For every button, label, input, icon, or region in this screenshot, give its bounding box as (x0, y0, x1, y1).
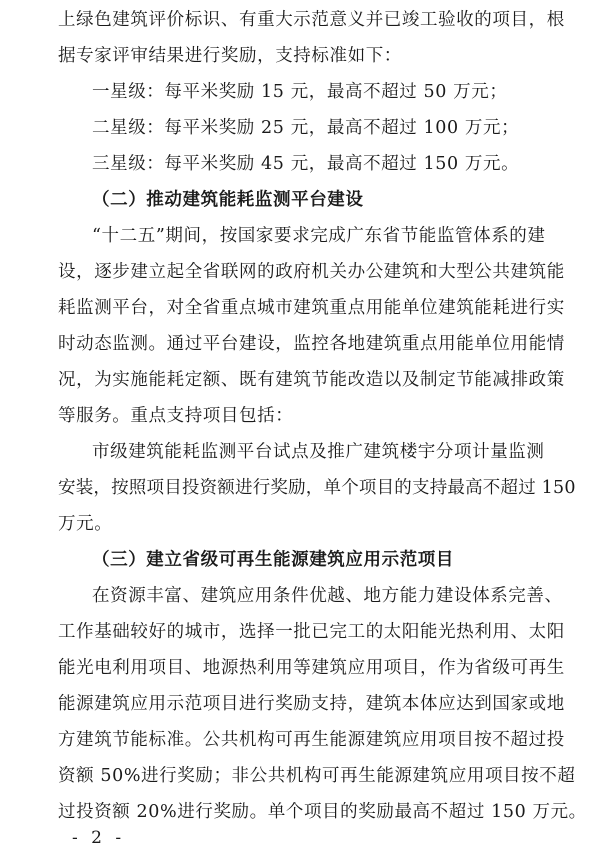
text-line: 过投资额 20%进行奖励。单个项目的奖励最高不超过 150 万元。 (58, 802, 587, 822)
text-line: 市级建筑能耗监测平台试点及推广建筑楼宇分项计量监测 (92, 442, 545, 462)
text-line: 在资源丰富、建筑应用条件优越、地方能力建设体系完善、 (92, 586, 563, 606)
text-line: 二星级：每平米奖励 25 元，最高不超过 100 万元； (92, 118, 520, 138)
text-line: “十二五”期间，按国家要求完成广东省节能监管体系的建 (92, 226, 546, 246)
text-line: 三星级：每平米奖励 45 元，最高不超过 150 万元。 (92, 154, 520, 174)
text-line: 能光电利用项目、地源热利用等建筑应用项目，作为省级可再生 (58, 658, 565, 678)
text-line: 据专家评审结果进行奖励，支持标准如下： (58, 46, 402, 66)
section-heading: （二）推动建筑能耗监测平台建设 (92, 190, 364, 210)
text-line: 方建筑节能标准。公共机构可再生能源建筑应用项目按不超过投 (58, 730, 565, 750)
text-line: 一星级：每平米奖励 15 元，最高不超过 50 万元； (92, 82, 508, 102)
text-line: 能源建筑应用示范项目进行奖励支持，建筑本体应达到国家或地 (58, 694, 565, 714)
text-line: 工作基础较好的城市，选择一批已完工的太阳能光热利用、太阳 (58, 622, 565, 642)
section-heading: （三）建立省级可再生能源建筑应用示范项目 (92, 550, 454, 570)
text-line: 安装，按照项目投资额进行奖励，单个项目的支持最高不超过 150 (58, 478, 576, 498)
text-line: 设，逐步建立起全省联网的政府机关办公建筑和大型公共建筑能 (58, 262, 565, 282)
text-line: 耗监测平台，对全省重点城市建筑重点用能单位建筑能耗进行实 (58, 298, 565, 318)
text-line: 资额 50%进行奖励；非公共机构可再生能源建筑应用项目按不超 (58, 766, 576, 786)
text-line: 时动态监测。通过平台建设，监控各地建筑重点用能单位用能情 (58, 334, 565, 354)
text-line: 上绿色建筑评价标识、有重大示范意义并已竣工验收的项目，根 (58, 10, 565, 30)
text-line: 等服务。重点支持项目包括： (58, 406, 294, 426)
page-number: - 2 - (72, 828, 126, 848)
text-line: 万元。 (58, 514, 113, 534)
text-line: 况，为实施能耗定额、既有建筑节能改造以及制定节能减排政策 (58, 370, 565, 390)
